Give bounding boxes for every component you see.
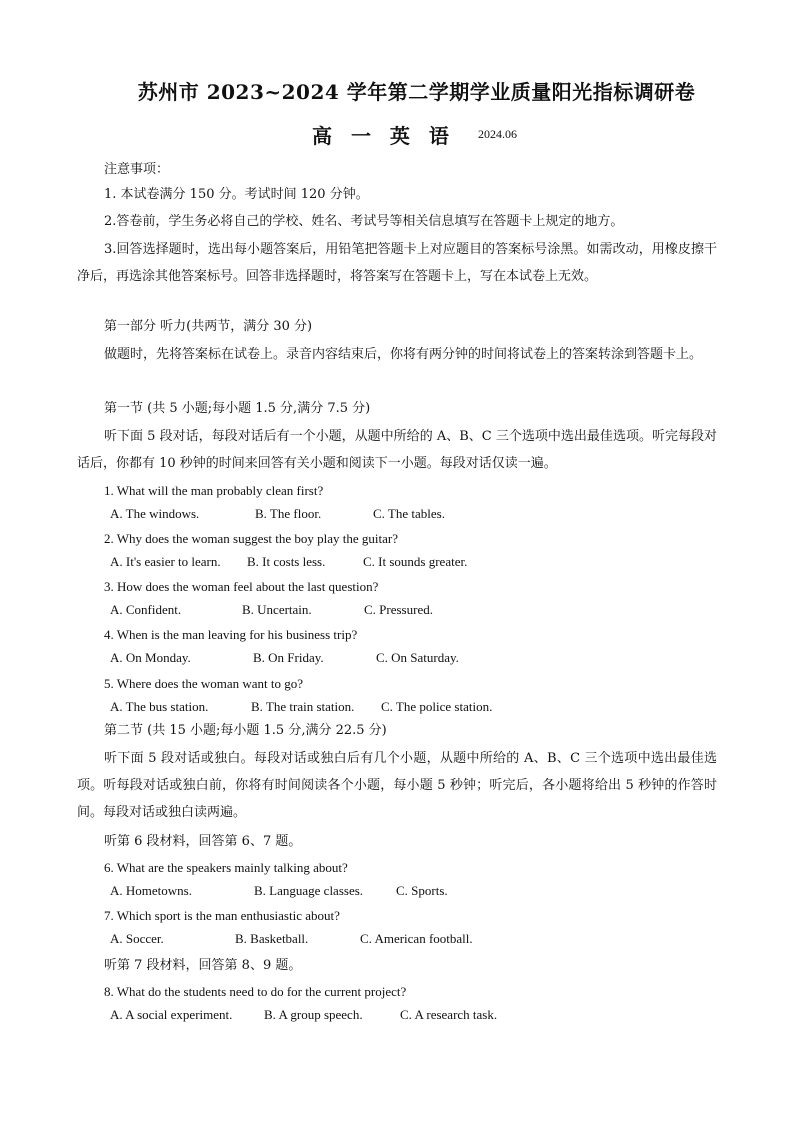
option-c: C. On Saturday. [376,650,459,665]
section1-heading: 第一节 (共 5 小题;每小题 1.5 分,满分 7.5 分) [104,401,371,416]
question-2: 2. Why does the woman suggest the boy play the guitar? [104,531,399,546]
question-8: 8. What do the students need to do for the current project? [104,984,407,999]
question-6: 6. What are the speakers mainly talking about? [104,860,348,875]
option-b: B. Language classes. [254,883,364,898]
option-a: A. On Monday. [110,650,191,665]
material-6-note: 听第 6 段材料，回答第 6、7 题。 [104,834,302,849]
question-7: 7. Which sport is the man enthusiastic about? [104,908,340,923]
option-a: A. The windows. [110,506,200,521]
notes-item-3: 3.回答选择题时，选出每小题答案后，用铅笔把答题卡上对应题目的答案标号涂黑。如需改动，用橡皮擦干净后，再选涂其他答案标号。回答非选择题时，将答案写在答题卡上，写在本试卷上无效。 [77,242,717,284]
question-3: 3. How does the woman feel about the last question? [104,579,379,594]
option-b: B. On Friday. [253,650,324,665]
option-a: A. Soccer. [110,931,164,946]
option-c: C. Pressured. [364,602,433,617]
question-1: 1. What will the man probably clean first? [104,483,324,498]
option-b: B. The floor. [255,506,322,521]
option-b: B. Uncertain. [242,602,312,617]
part1-heading: 第一部分 听力(共两节，满分 30 分) [104,319,313,334]
option-c: C. American football. [360,931,473,946]
notes-item-2: 2.答卷前，学生务必将自己的学校、姓名、考试号等相关信息填写在答题卡上规定的地方。 [104,214,624,229]
option-a: A. It's easier to learn. [110,554,221,569]
option-c: C. A research task. [400,1007,498,1022]
option-a: A. Hometowns. [110,883,192,898]
option-a: A. A social experiment. [110,1007,233,1022]
option-b: B. A group speech. [264,1007,363,1022]
exam-title: 苏州市 2023~2024 学年第二学期学业质量阳光指标调研卷 [137,80,696,104]
material-7-note: 听第 7 段材料，回答第 8、9 题。 [104,958,302,973]
exam-subject: 高 一 英 语 [312,124,455,148]
notes-heading: 注意事项： [104,162,170,177]
option-b: B. It costs less. [247,554,326,569]
notes-item-1: 1. 本试卷满分 150 分。考试时间 120 分钟。 [104,187,369,202]
part1-instruction: 做题时，先将答案标在试卷上。录音内容结束后，你将有两分钟的时间将试卷上的答案转涂到答题卡上。 [104,347,703,362]
question-4: 4. When is the man leaving for his business trip? [104,627,358,642]
option-c: C. The tables. [373,506,445,521]
section2-instruction: 听下面 5 段对话或独白。每段对话或独白后有几个小题，从题中所给的 A、B、C 三个选项中选出最佳选项。听每段对话或独白前，你将有时间阅读各个小题，每小题 5 秒钟；听完后，各小题将给出 5 秒钟的作答时间。每段对话或独白读两遍。 [77,751,717,820]
option-c: C. Sports. [396,883,448,898]
option-c: C. It sounds greater. [363,554,468,569]
option-b: B. The train station. [251,699,355,714]
option-a: A. The bus station. [110,699,209,714]
exam-date: 2024.06 [478,127,517,141]
option-b: B. Basketball. [235,931,309,946]
section2-heading: 第二节 (共 15 小题;每小题 1.5 分,满分 22.5 分) [104,723,387,738]
question-5: 5. Where does the woman want to go? [104,676,304,691]
section1-instruction: 听下面 5 段对话，每段对话后有一个小题，从题中所给的 A、B、C 三个选项中选出最佳选项。听完每段对话后，你都有 10 秒钟的时间来回答有关小题和阅读下一小题。每段对话仅读一遍。 [77,429,717,471]
option-a: A. Confident. [110,602,182,617]
option-c: C. The police station. [381,699,493,714]
